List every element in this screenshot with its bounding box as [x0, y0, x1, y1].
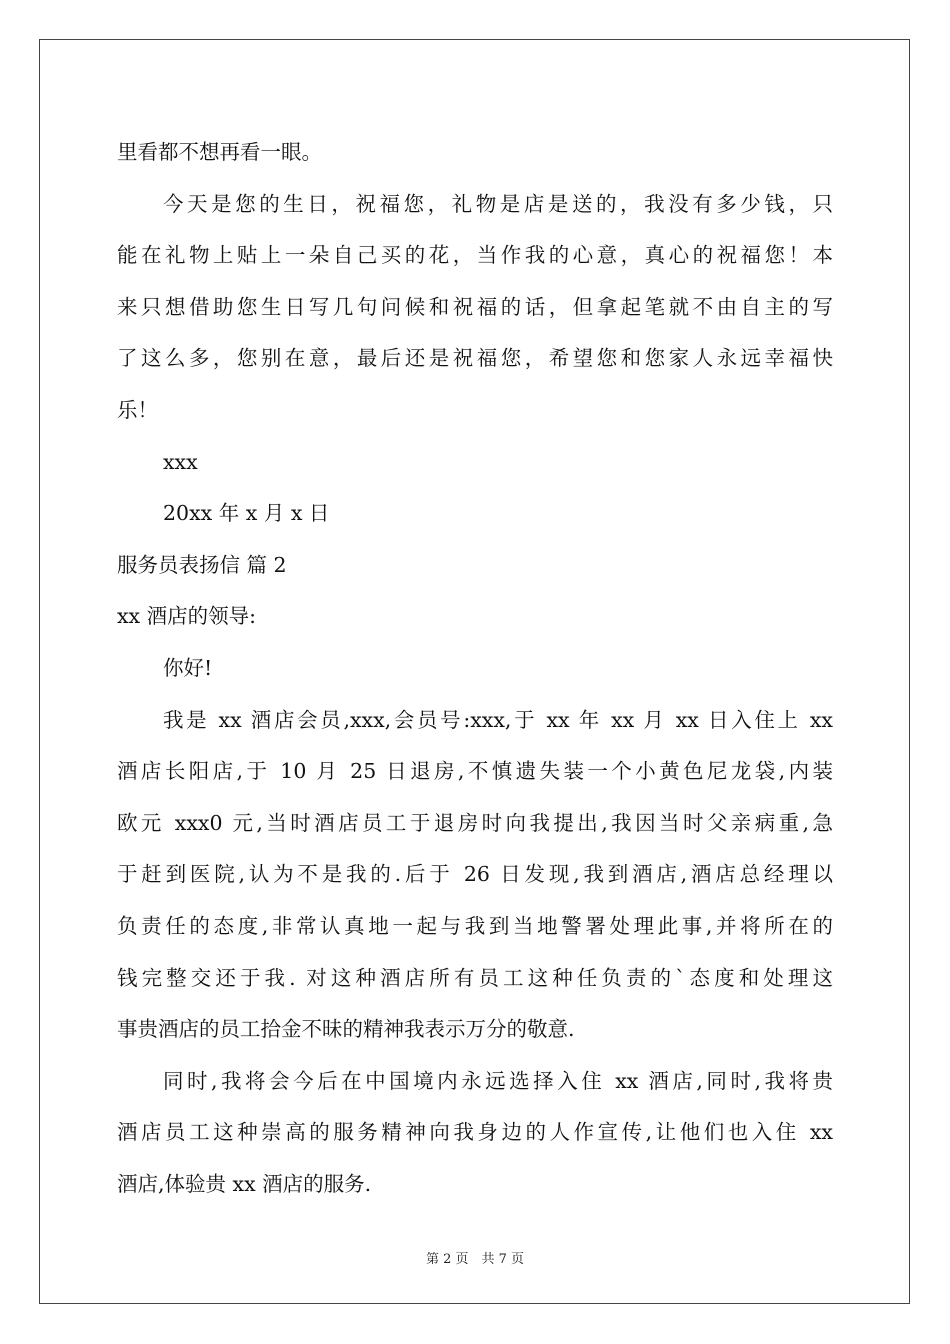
salutation: xx 酒店的领导:: [117, 604, 257, 629]
paragraph-line: 今天是您的生日，祝福您，礼物是店是送的，我没有多少钱，只: [163, 191, 833, 216]
greeting: 你好!: [163, 655, 213, 680]
signature-name: xxx: [163, 449, 198, 474]
paragraph-line: 酒店,体验贵 xx 酒店的服务.: [117, 1171, 372, 1196]
paragraph-line: 于赶到医院,认为不是我的.后于 26 日发现,我到酒店,酒店总经理以: [117, 862, 833, 887]
paragraph-line: 酒店员工这种崇高的服务精神向我身边的人作宣传,让他们也入住 xx: [117, 1120, 833, 1145]
paragraph-line: 钱完整交还于我. 对这种酒店所有员工这种任负责的`态度和处理这: [117, 965, 833, 990]
paragraph-line: 我是 xx 酒店会员,xxx,会员号:xxx,于 xx 年 xx 月 xx 日入住上 xx: [163, 707, 833, 732]
paragraph-line: 事贵酒店的员工拾金不昧的精神我表示万分的敬意.: [117, 1017, 575, 1042]
document-body: [117, 127, 833, 1210]
signature-date: 20xx 年 x 月 x 日: [163, 501, 330, 526]
paragraph-line: 里看都不想再看一眼。: [117, 140, 322, 164]
paragraph-line: 负责任的态度,非常认真地一起与我到当地警署处理此事,并将所在的: [117, 913, 833, 938]
paragraph-line: 乐！: [117, 397, 158, 422]
section-heading: 服务员表扬信 篇 2: [117, 552, 287, 577]
paragraph-line: 酒店长阳店,于 10 月 25 日退房,不慎遗失装一个小黄色尼龙袋,内装: [117, 759, 833, 784]
paragraph-line: 了这么多，您别在意，最后还是祝福您，希望您和您家人永远幸福快: [117, 346, 833, 371]
paragraph-line: 能在礼物上贴上一朵自己买的花，当作我的心意，真心的祝福您！本: [117, 243, 833, 268]
paragraph-line: 欧元 xxx0 元,当时酒店员工于退房时向我提出,我因当时父亲病重,急: [117, 810, 833, 835]
paragraph-line: 同时,我将会今后在中国境内永远选择入住 xx 酒店,同时,我将贵: [163, 1068, 833, 1093]
paragraph-line: 来只想借助您生日写几句问候和祝福的话，但拿起笔就不由自主的写: [117, 294, 833, 319]
page-number: 第 2 页 共 7 页: [425, 1252, 525, 1267]
